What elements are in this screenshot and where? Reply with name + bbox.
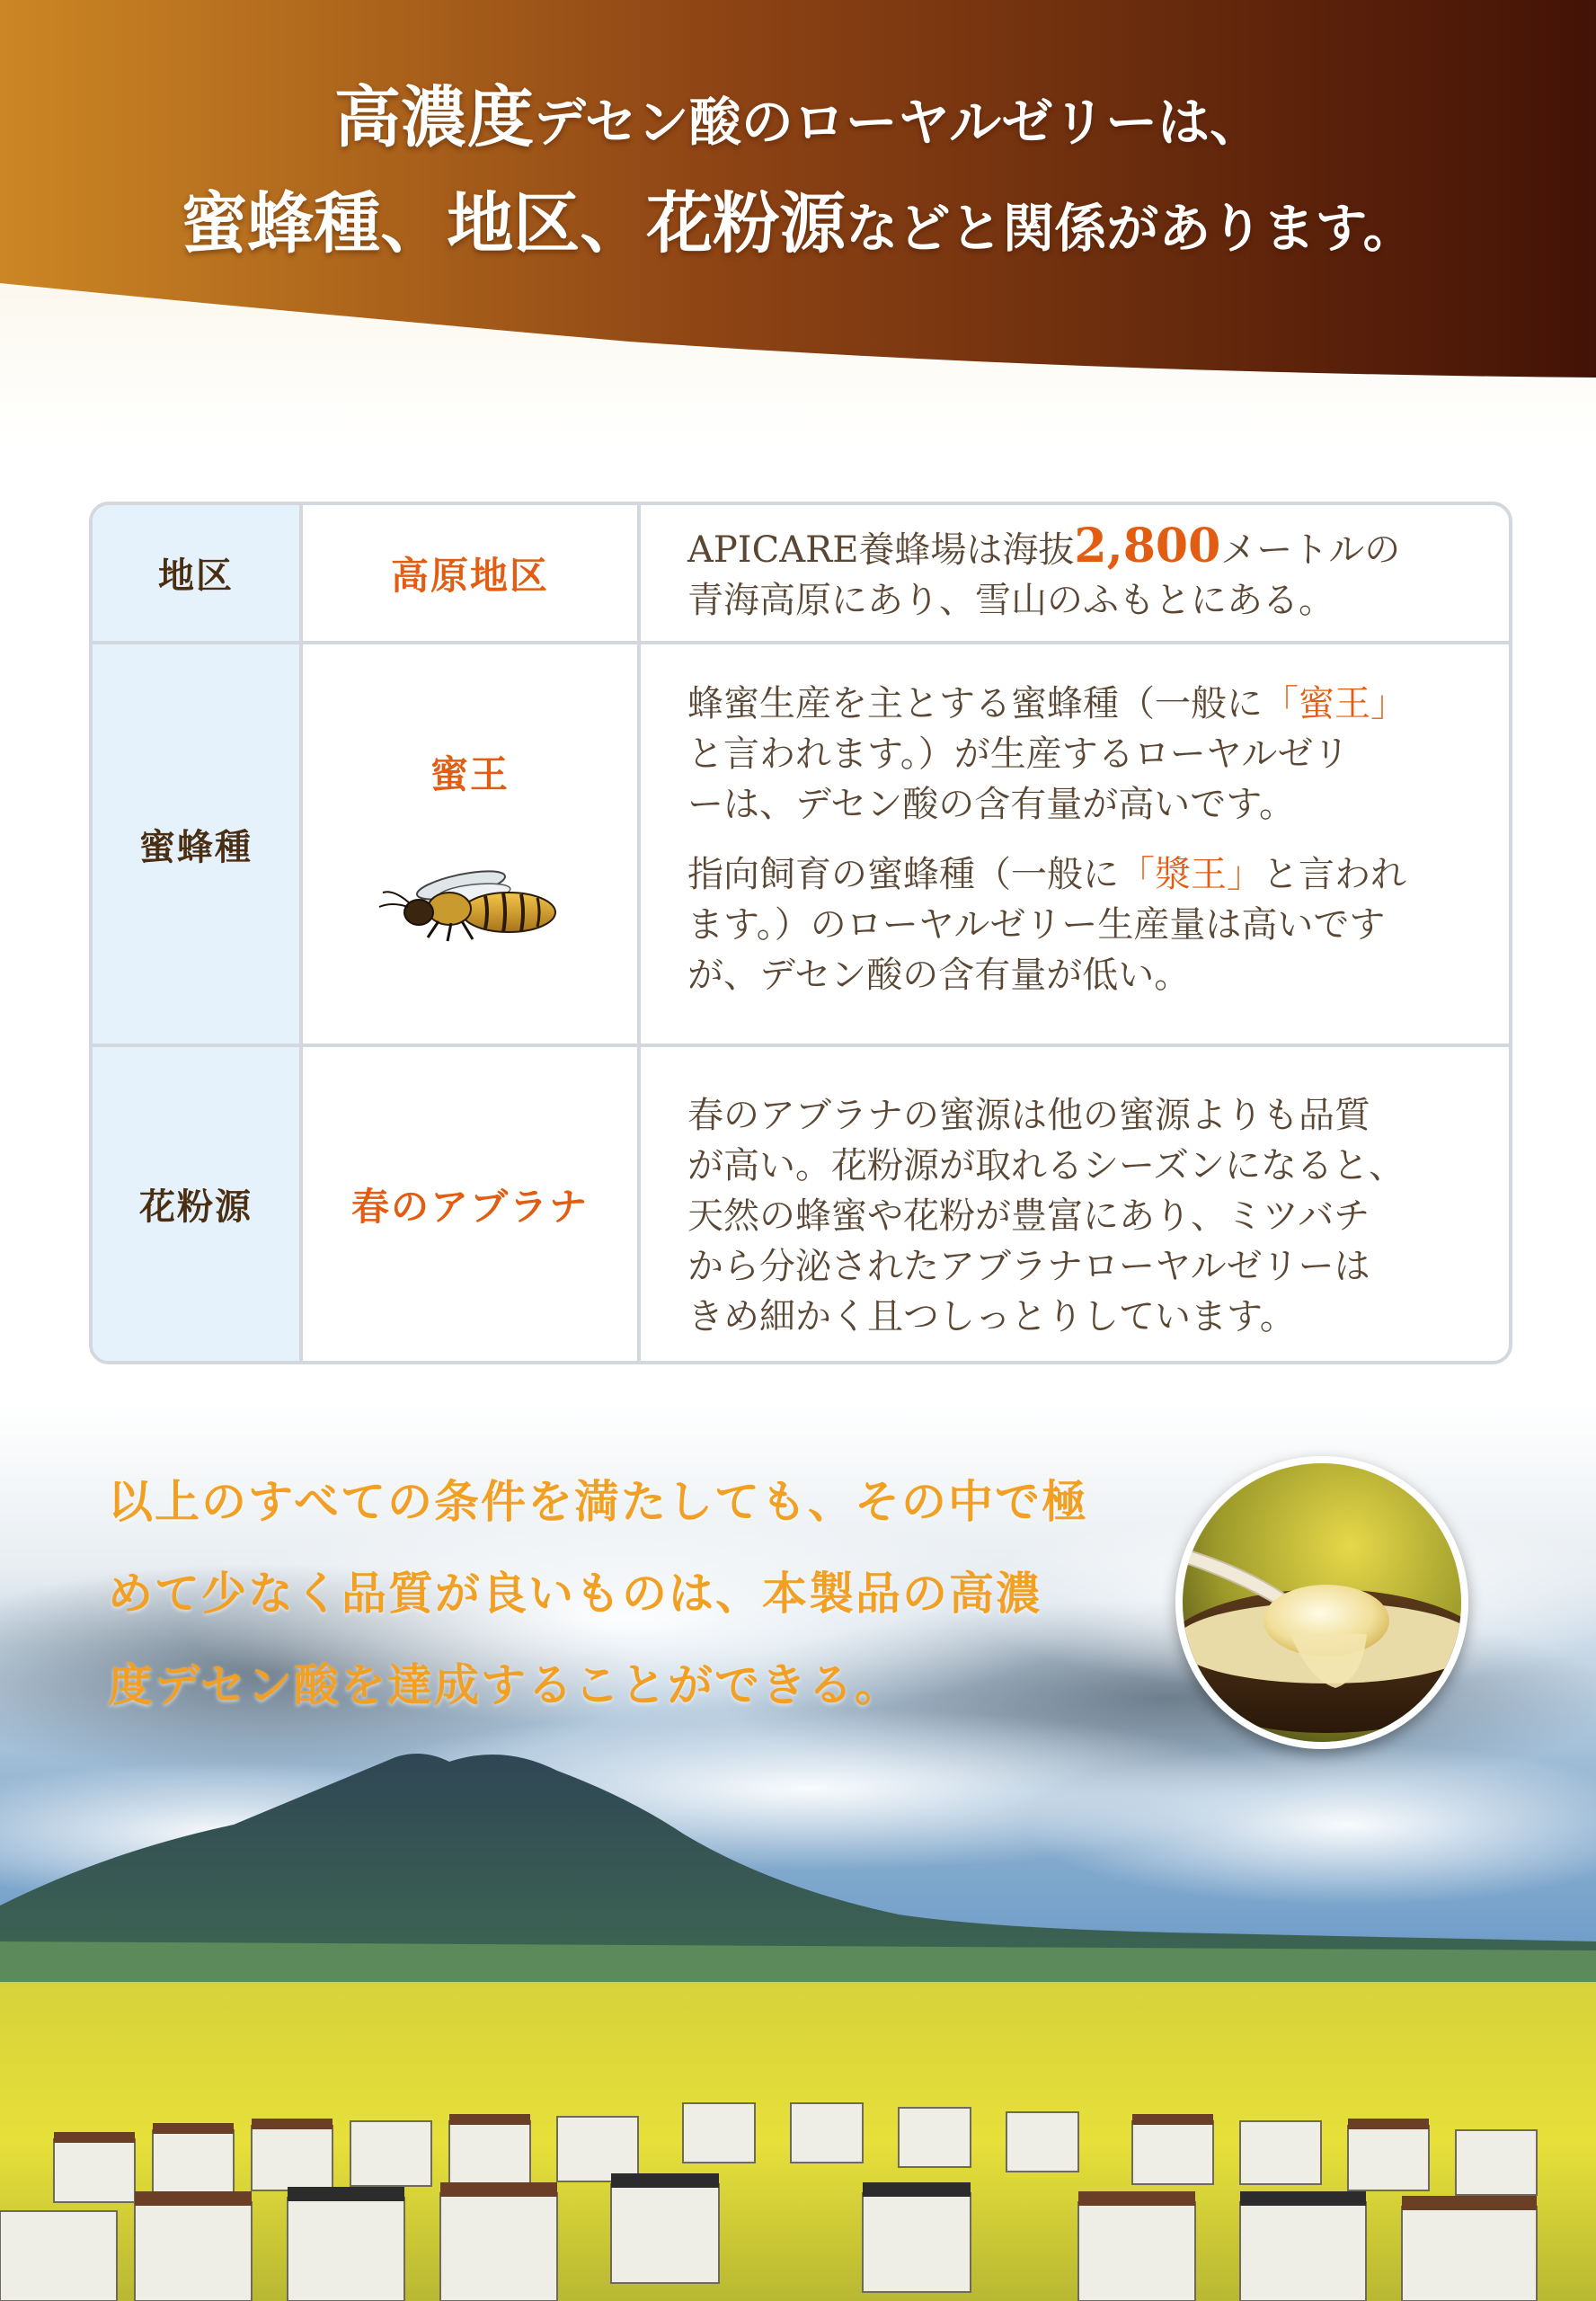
- description-line: 青海高原にあり、雪山のふもとにある。: [687, 580, 1334, 621]
- description-line: 天然の蜂蜜や花粉が豊富にあり、ミツバチ: [687, 1195, 1370, 1237]
- royal-jelly-photo: [1175, 1456, 1468, 1749]
- highlight-mitsuo: 「蜜王」: [1263, 683, 1406, 724]
- row-label: 花粉源: [139, 1186, 253, 1228]
- row-description-cell: [641, 505, 1509, 641]
- highlight-shouo: 「漿王」: [1119, 854, 1263, 895]
- row-label-cell: [93, 505, 303, 641]
- row-value: 高原地区: [390, 553, 549, 598]
- row-value: 春のアブラナ: [350, 1184, 589, 1229]
- info-table: [89, 502, 1512, 1364]
- row-description-cell: [641, 1047, 1509, 1361]
- description-text: と言われ: [1263, 854, 1406, 895]
- description-text: 蜂蜜生産を主とする蜜蜂種（一般に: [687, 683, 1263, 724]
- promo-line: 以上のすべての条件を満たしても、その中で極: [108, 1475, 1088, 1528]
- row-value: 蜜王: [430, 752, 510, 796]
- description-line: [687, 849, 1473, 900]
- description-line: が高い。花粉源が取れるシーズンになると、: [687, 1145, 1405, 1186]
- description-line: きめ細かく且つしっとりしています。: [687, 1296, 1296, 1337]
- altitude-number: 2,800: [1074, 519, 1221, 573]
- row-value-cell: [303, 1047, 641, 1361]
- description-text: メートルの: [1220, 529, 1401, 571]
- title-text: などと関係があります。: [846, 198, 1415, 259]
- row-label-cell: [93, 1047, 303, 1361]
- row-description-cell: [641, 644, 1509, 1044]
- table-row-bee-species: [93, 641, 1509, 1044]
- title-text: デセン酸のローヤルゼリーは、: [533, 92, 1263, 153]
- description-line: が、デセン酸の含有量が低い。: [687, 955, 1191, 996]
- description-text: 指向飼育の蜜蜂種（一般に: [687, 854, 1119, 895]
- bee-icon: [376, 862, 564, 943]
- promo-text: [108, 1456, 1114, 1731]
- description-line: ます。）のローヤルゼリー生産量は高いです: [687, 904, 1386, 946]
- promo-line: めて少なく品質が良いものは、本製品の高濃: [108, 1567, 1042, 1620]
- row-label: 蜜蜂種: [139, 825, 253, 868]
- row-value-cell: [303, 505, 641, 641]
- description-line: ーは、デセン酸の含有量が高いです。: [687, 784, 1295, 825]
- title-line-1: [0, 65, 1596, 160]
- description-line: [687, 679, 1473, 729]
- title-line-2: [0, 171, 1596, 266]
- title-emphasis: 高濃度: [333, 79, 534, 156]
- description-line: 春のアブラナの蜜源は他の蜜源よりも品質: [687, 1095, 1370, 1136]
- title-emphasis: 蜜蜂種、地区、花粉源: [181, 185, 847, 262]
- row-label: 地区: [158, 555, 234, 597]
- description-line: [687, 521, 1473, 575]
- royal-jelly-spoon-illustration: [1183, 1463, 1461, 1742]
- header-banner: [0, 0, 1596, 440]
- row-label-cell: [93, 644, 303, 1044]
- description-line: と言われます。）が生産するローヤルゼリ: [687, 733, 1350, 775]
- description-line: から分泌されたアブラナローヤルゼリーは: [687, 1246, 1370, 1287]
- row-value-cell: [303, 644, 641, 1044]
- promo-line: 度デセン酸を達成することができる。: [108, 1658, 901, 1711]
- table-row-region: [93, 505, 1509, 641]
- description-text: APICARE養蜂場は海抜: [687, 529, 1075, 571]
- table-row-pollen-source: [93, 1044, 1509, 1361]
